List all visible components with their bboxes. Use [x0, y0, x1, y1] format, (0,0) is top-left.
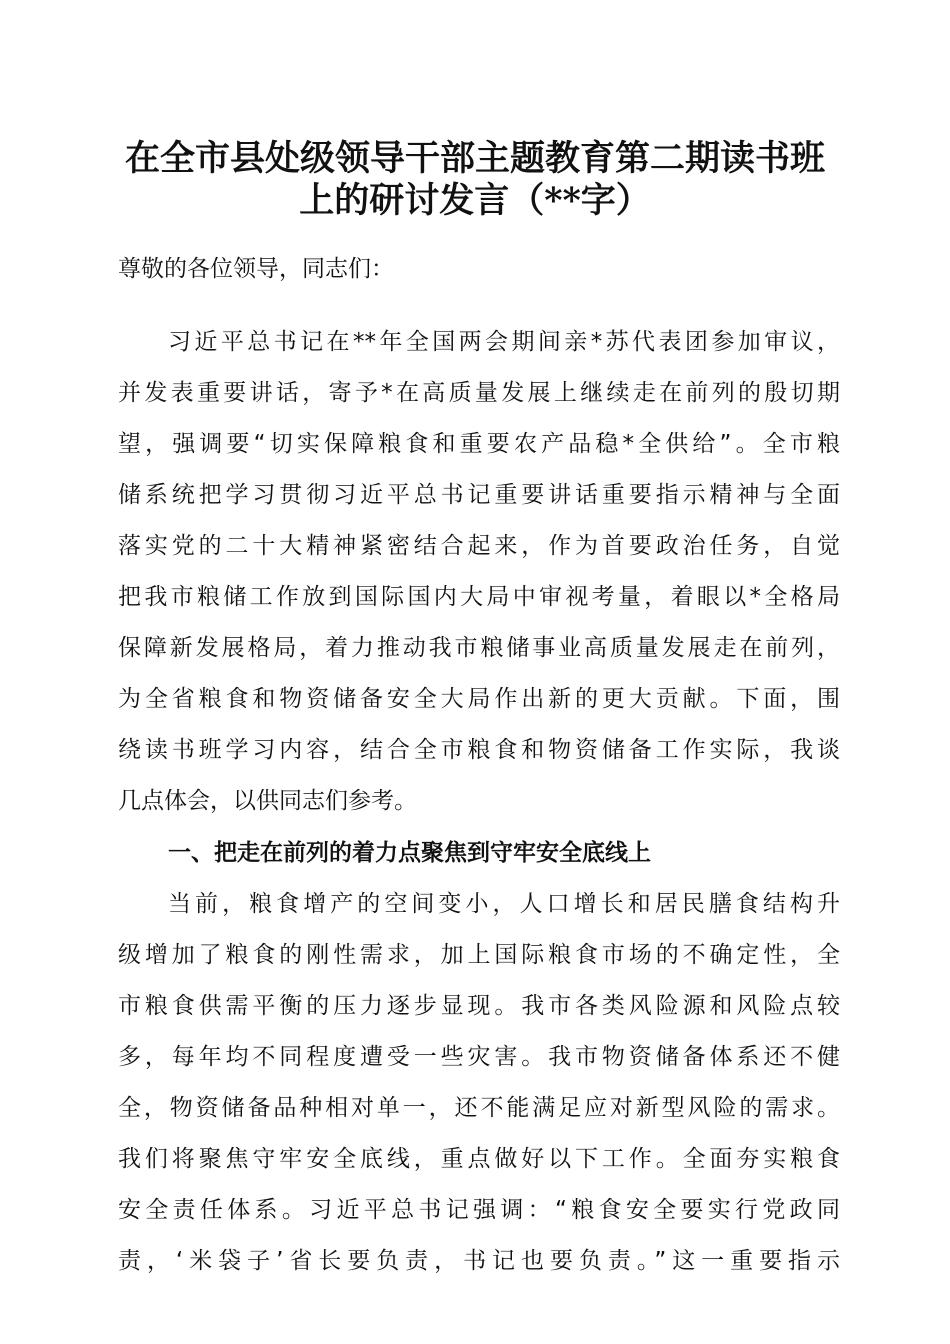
document-title-line-1: 在全市县处级领导干部主题教育第二期读书班 — [124, 138, 825, 179]
paragraph-1-line: 落实党的二十大精神紧密结合起来，作为首要政治任务，自觉 — [118, 533, 840, 559]
paragraph-1-line: 储系统把学习贯彻习近平总书记重要讲话重要指示精神与全面 — [118, 482, 840, 508]
paragraph-2-line: 安全责任体系。习近平总书记强调：“粮食安全要实行党政同 — [118, 1197, 840, 1223]
paragraph-1-line: 几点体会，以供同志们参考。 — [118, 788, 417, 814]
paragraph-1-line: 保障新发展格局，着力推动我市粮储事业高质量发展走在前列， — [118, 635, 840, 661]
document-title-line-2: 上的研讨发言（**字） — [299, 180, 651, 221]
salutation: 尊敬的各位领导，同志们： — [118, 256, 394, 282]
paragraph-1-line: 望，强调要“切实保障粮食和重要农产品稳*全供给”。全市粮 — [118, 431, 840, 457]
paragraph-2-line: 责，‘米袋子’省长要负责，书记也要负责。”这一重要指示 — [118, 1248, 840, 1274]
paragraph-2-line: 全，物资储备品种相对单一，还不能满足应对新型风险的需求。 — [118, 1095, 840, 1121]
paragraph-2-line: 市粮食供需平衡的压力逐步显现。我市各类风险源和风险点较 — [118, 993, 840, 1019]
paragraph-2-line: 我们将聚焦守牢安全底线，重点做好以下工作。全面夯实粮食 — [118, 1146, 840, 1172]
paragraph-2-line: 多，每年均不同程度遭受一些灾害。我市物资储备体系还不健 — [118, 1044, 840, 1070]
paragraph-1-line: 并发表重要讲话，寄予*在高质量发展上继续走在前列的殷切期 — [118, 380, 840, 406]
section-1-heading: 一、把走在前列的着力点聚焦到守牢安全底线上 — [168, 840, 651, 866]
paragraph-1-line: 为全省粮食和物资储备安全大局作出新的更大贡献。下面，围 — [118, 686, 840, 712]
paragraph-1-line: 把我市粮储工作放到国际国内大局中审视考量，着眼以*全格局 — [118, 584, 840, 610]
paragraph-1-line: 习近平总书记在**年全国两会期间亲*苏代表团参加审议， — [168, 329, 840, 355]
paragraph-1-line: 绕读书班学习内容，结合全市粮食和物资储备工作实际，我谈 — [118, 737, 840, 763]
paragraph-2-line: 级增加了粮食的刚性需求，加上国际粮食市场的不确定性，全 — [118, 942, 840, 968]
paragraph-2-line: 当前，粮食增产的空间变小，人口增长和居民膳食结构升 — [168, 891, 840, 917]
